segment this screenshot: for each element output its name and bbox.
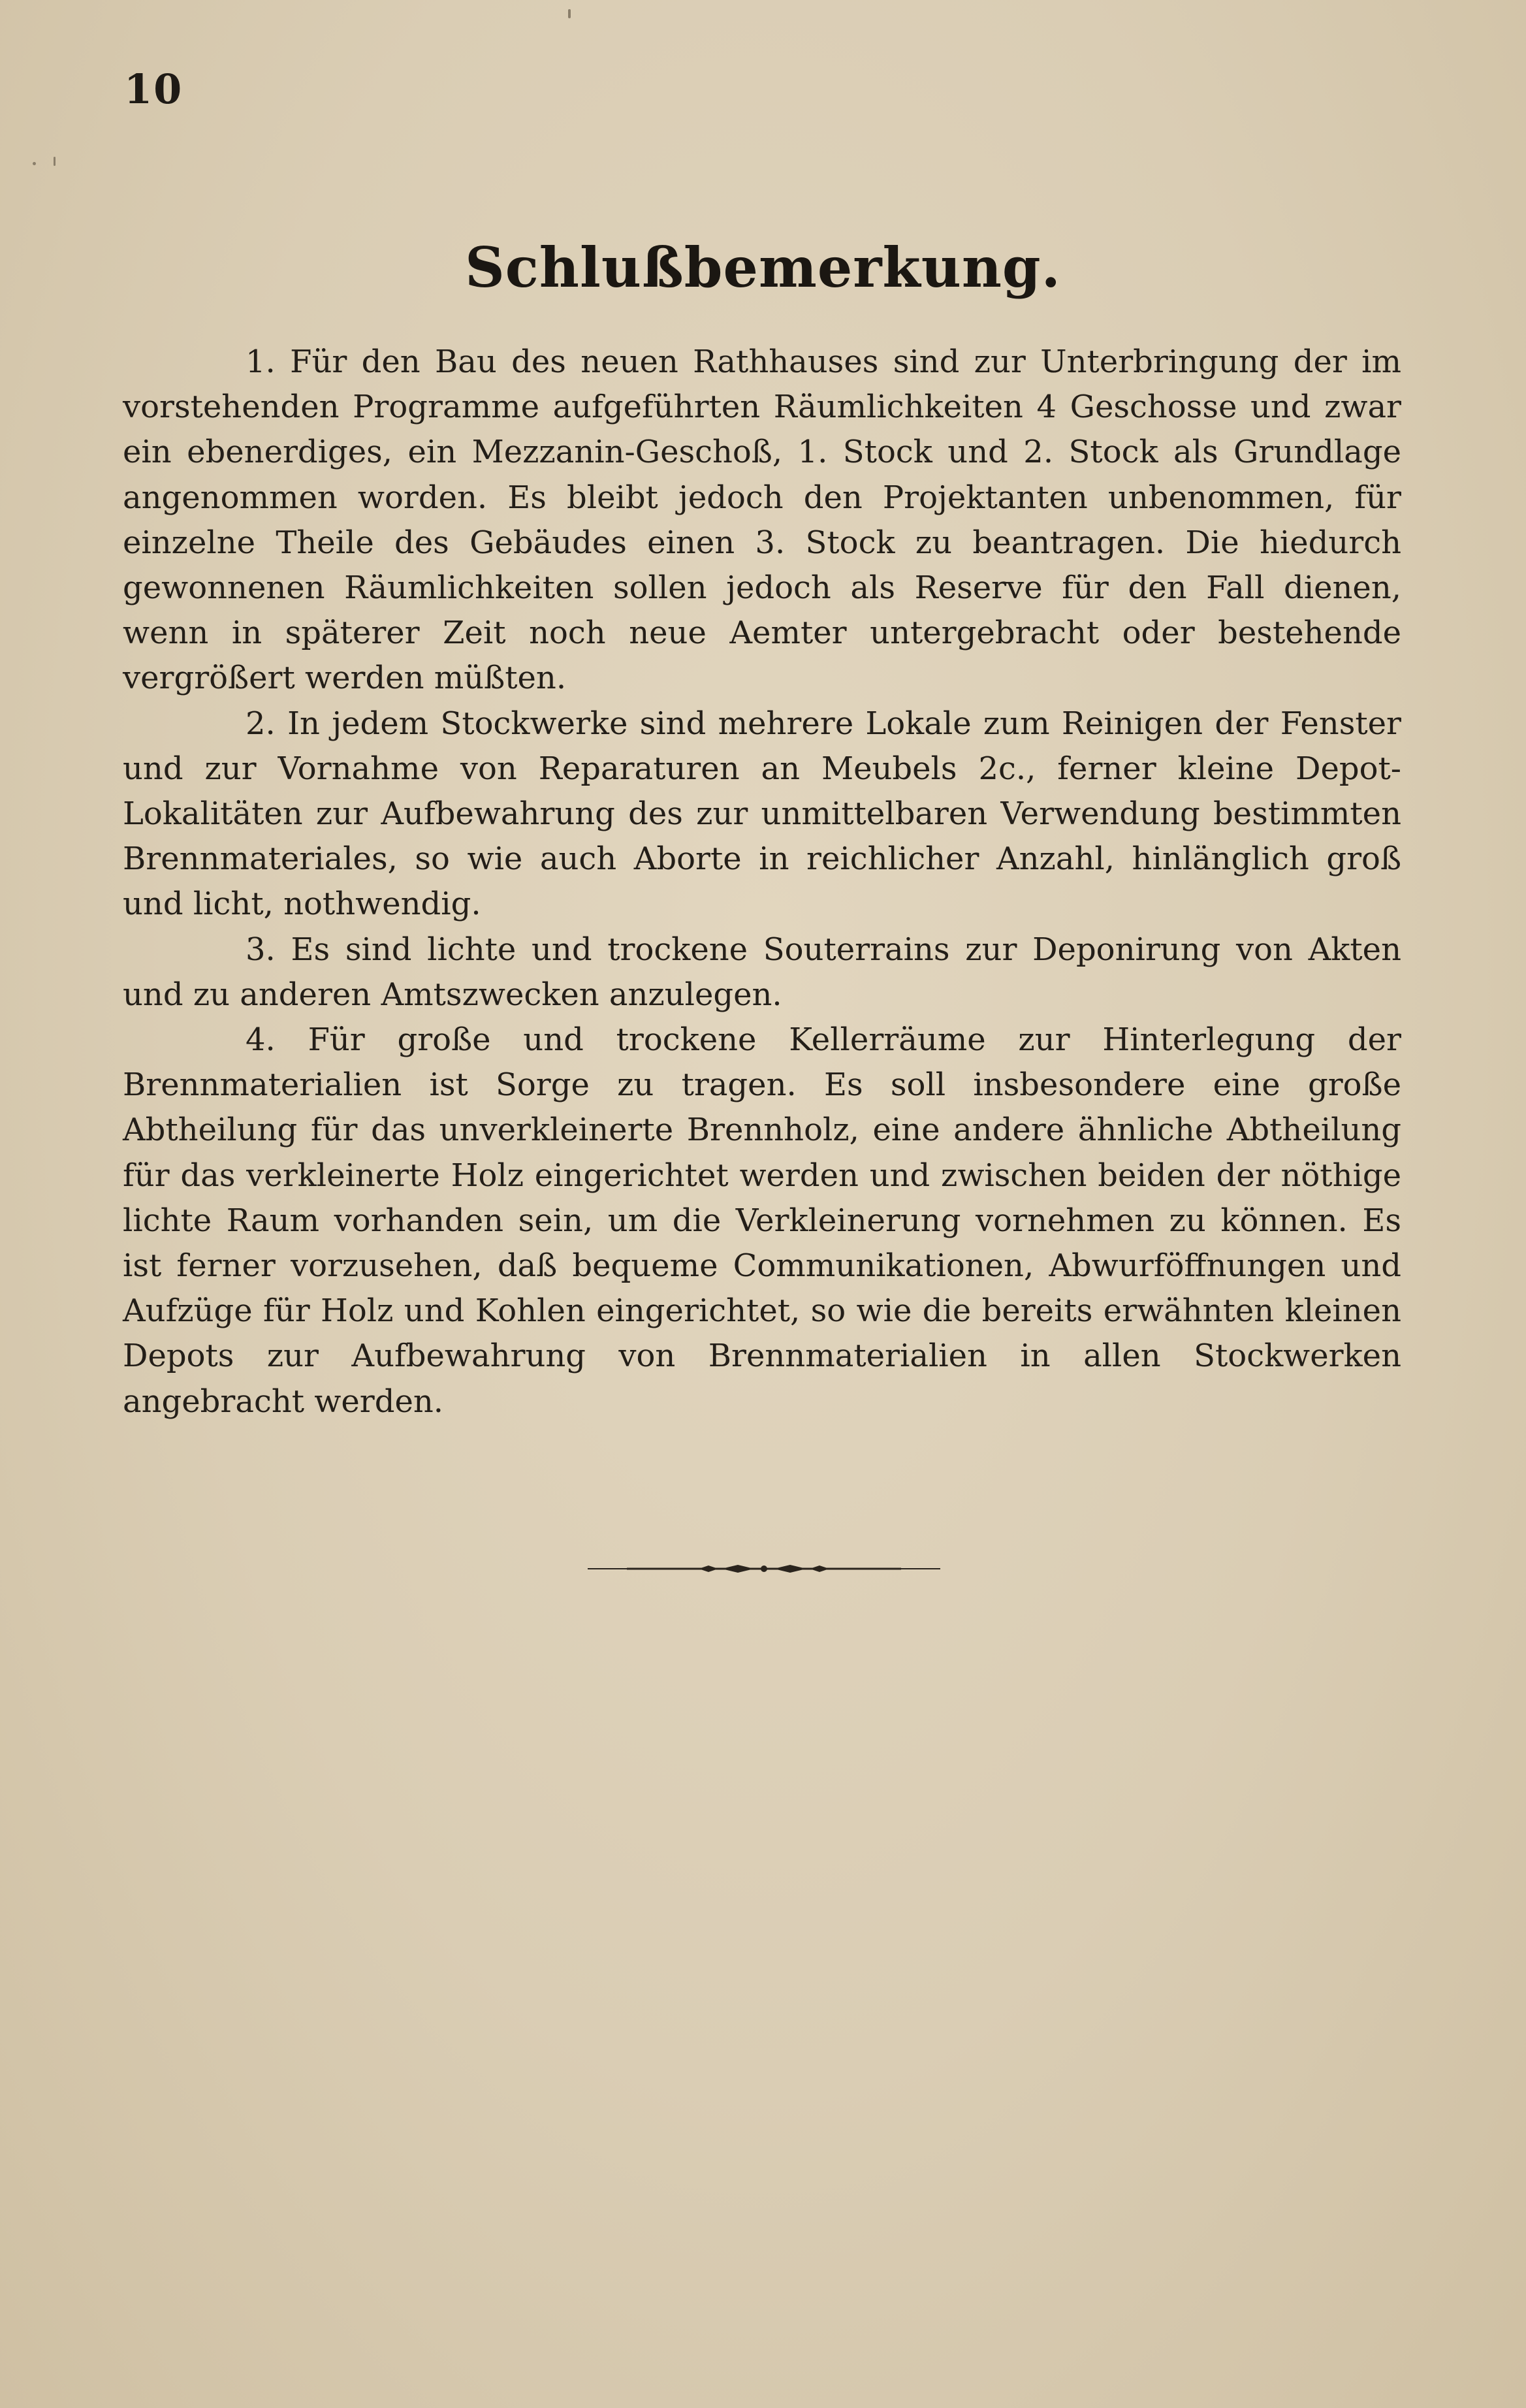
paper-speck: [33, 162, 36, 165]
body-text: [123, 340, 1401, 1424]
ornamental-divider: [588, 1561, 940, 1577]
paper-speck: [568, 9, 571, 18]
paragraph-1: 1. Für den Bau des neuen Rathhauses sind zur Unterbringung der im vorstehenden Programme aufgeführten Räumlichkeiten 4 Geschosse und zwar ein ebenerdiges, ein Mezzanin-Geschoß, 1. Stock und 2. Stock als Grundlage angenommen worden. Es bleibt jedoch den Projektanten unbenommen, für einzelne Theile des Gebäudes einen 3. Stock zu beantragen. Die hiedurch gewonnenen Räumlichkeiten sollen jedoch als Reserve für den Fall dienen, wenn in späterer Zeit noch neue Aemter untergebracht oder bestehende vergrößert werden müßten.: [123, 344, 1401, 697]
paragraph-3: 3. Es sind lichte und trockene Souterrains zur Deponirung von Akten und zu anderen Amtszwecken anzulegen.: [123, 931, 1401, 1013]
paragraph-4: 4. Für große und trockene Kellerräume zur Hinterlegung der Brennmaterialien ist Sorge zu tragen. Es soll insbesondere eine große Abtheilung für das unverkleinerte Brennholz, eine andere ähnliche Abtheilung für das verkleinerte Holz eingerichtet werden und zwischen beiden der nöthige lichte Raum vorhanden sein, um die Verkleinerung vornehmen zu können. Es ist ferner vorzusehen, daß bequeme Communikationen, Abwurföffnungen und Aufzüge für Holz und Kohlen eingerichtet, so wie die bereits erwähnten kleinen Depots zur Aufbewahrung von Brennmaterialien in allen Stockwerken angebracht werden.: [123, 1021, 1401, 1420]
paper-speck: [54, 157, 56, 166]
page-number: 10: [124, 65, 183, 113]
paragraph-2: 2. In jedem Stockwerke sind mehrere Lokale zum Reinigen der Fenster und zur Vornahme von Reparaturen an Meubels 2c., ferner kleine Depot-Lokalitäten zur Aufbewahrung des zur unmittelbaren Verwendung bestimmten Brennmateriales, so wie auch Aborte in reichlicher Anzahl, hinlänglich groß und licht, nothwendig.: [123, 705, 1401, 923]
section-title: Schlußbemerkung.: [465, 235, 1061, 300]
